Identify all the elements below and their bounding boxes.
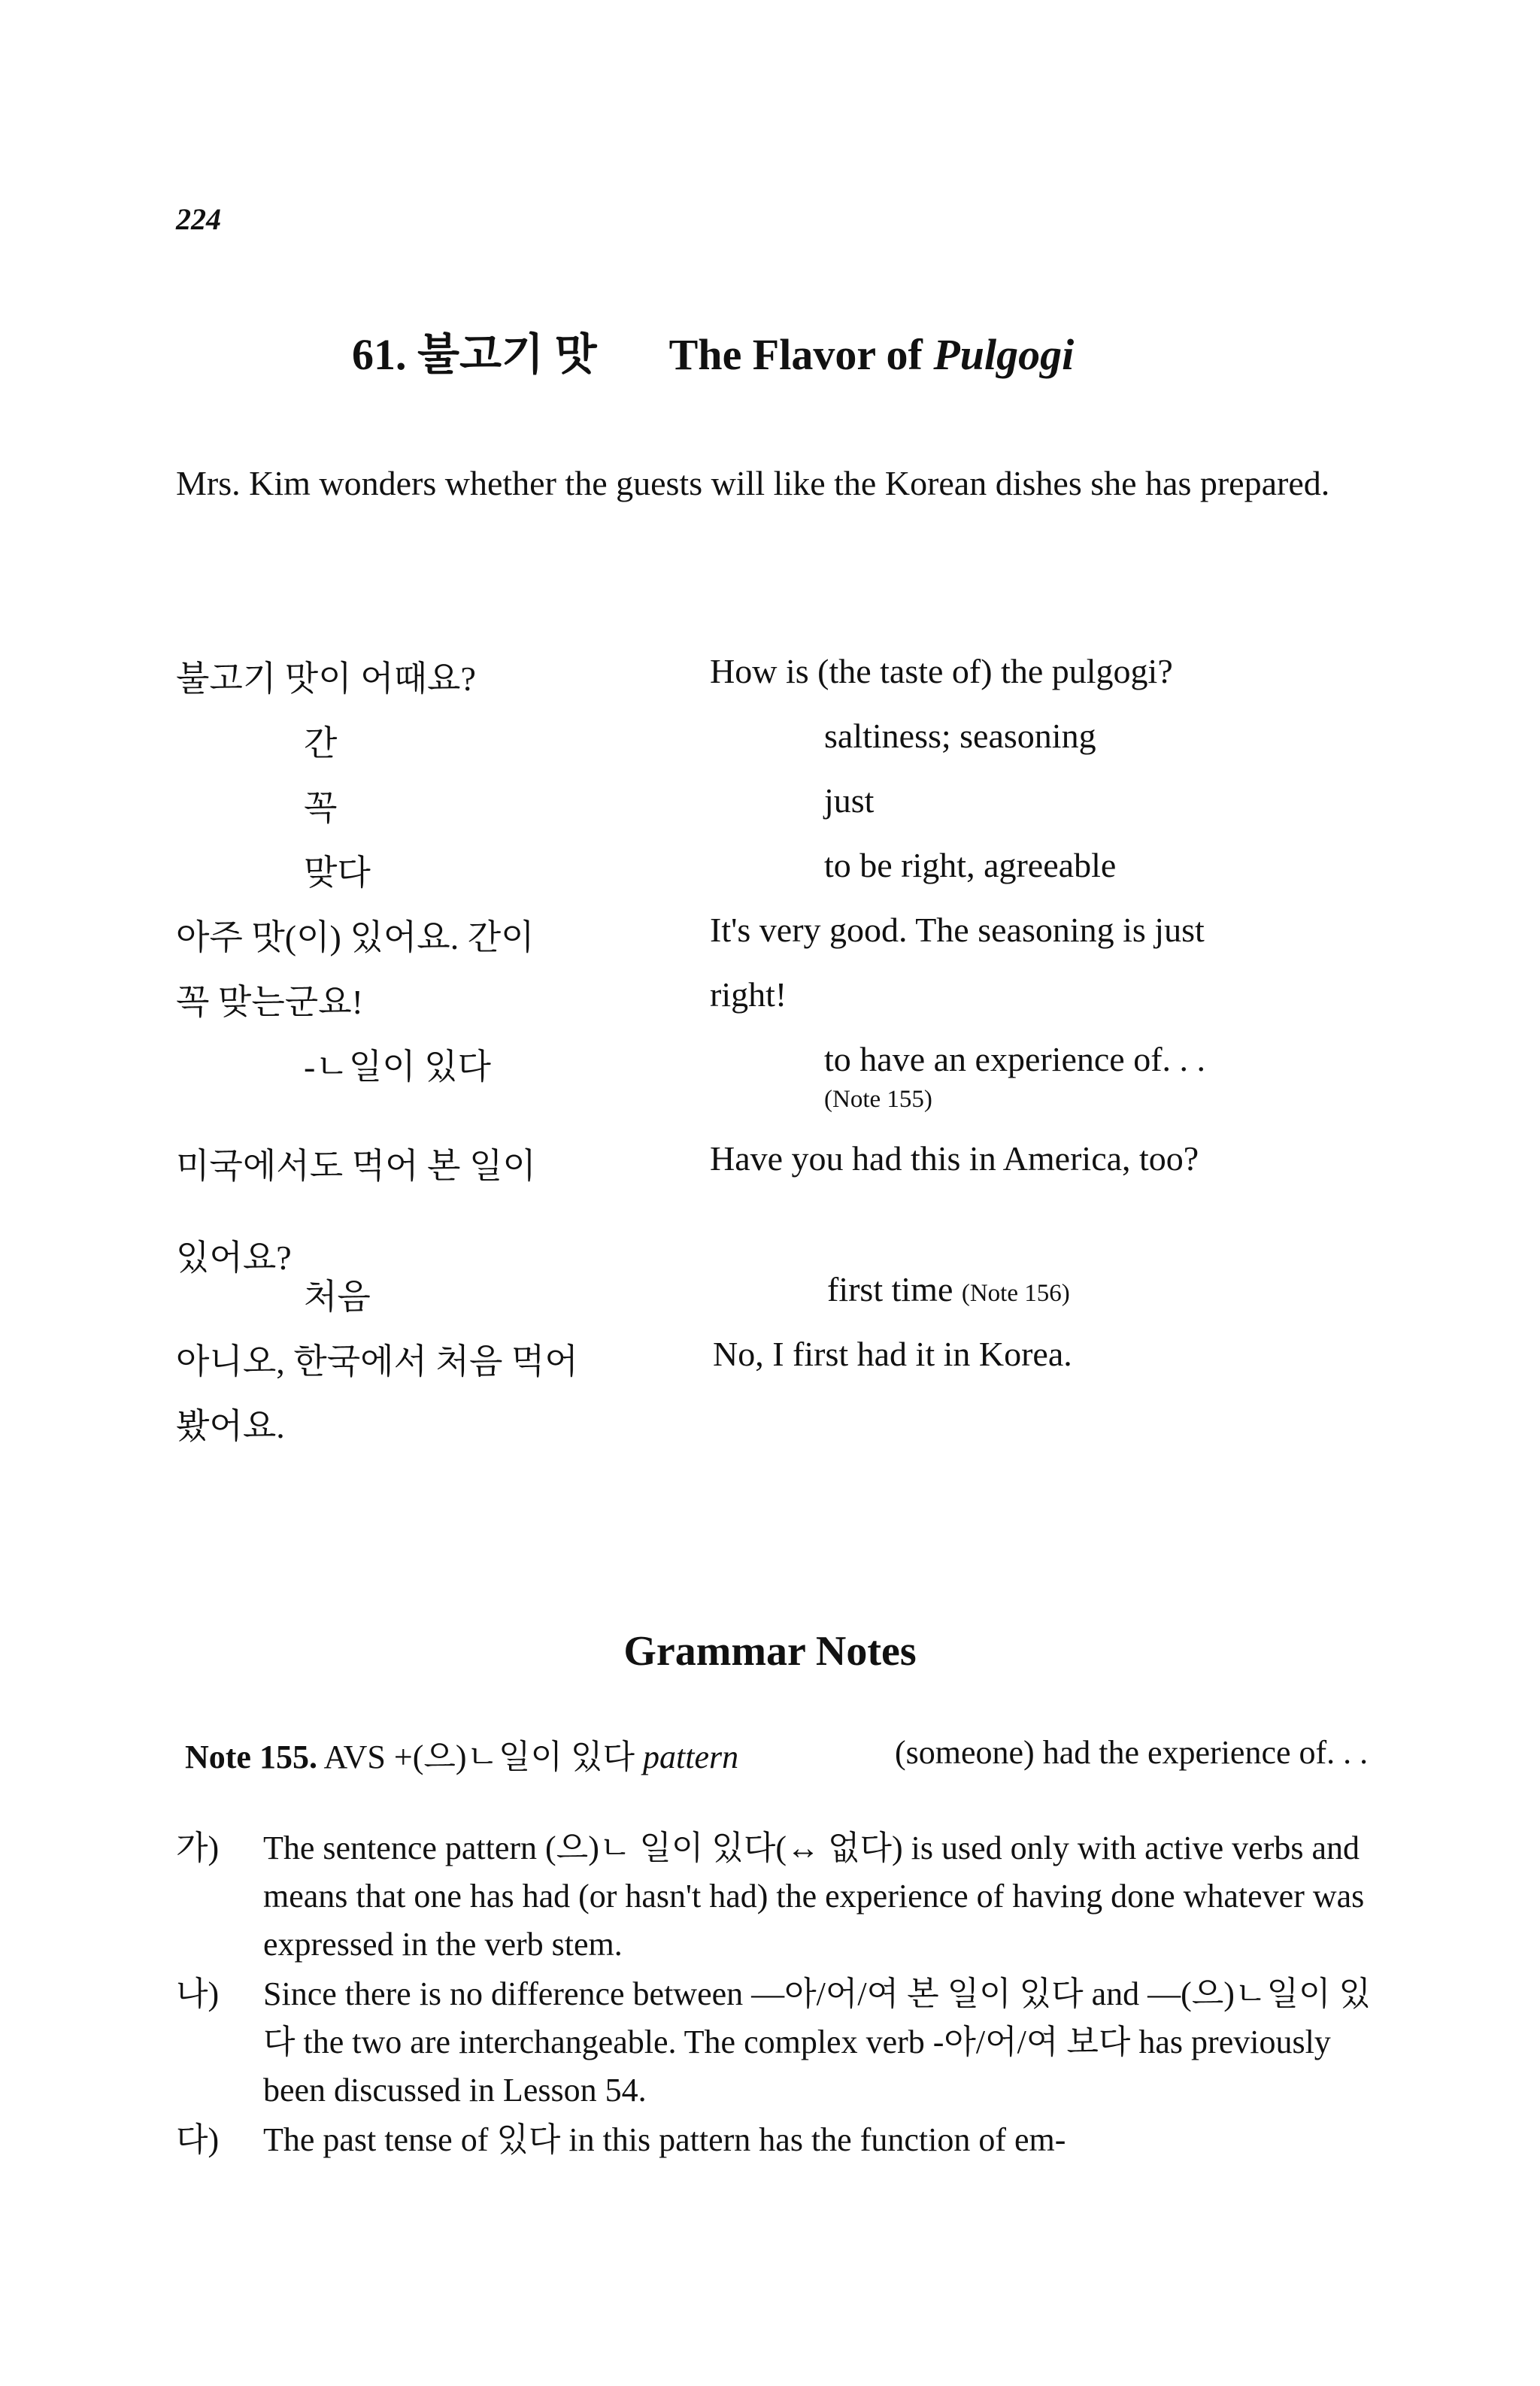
grammar-notes-heading: Grammar Notes	[623, 1628, 917, 1675]
dialogue-en-9: Have you had this in America, too?	[710, 1139, 1199, 1178]
dialogue-ko-2: 간	[304, 724, 338, 762]
lesson-title-italic: Pulgogi	[933, 330, 1075, 379]
dialogue-ko-12: 아니오, 한국에서 처음 먹어	[176, 1342, 578, 1381]
dialogue-en-11-text: first time	[827, 1270, 953, 1308]
dialogue-ko-11: 처음	[304, 1278, 371, 1316]
dialogue-ko-13: 봤어요.	[176, 1407, 285, 1445]
dialogue-en-6: right!	[710, 975, 787, 1014]
dialogue-en-7: to have an experience of. . .	[824, 1040, 1206, 1078]
paragraph-text: The past tense of 있다 in this pattern has the function of em-	[263, 2121, 1066, 2158]
note-155-pattern: AVS +(으)ㄴ일이 있다	[323, 1739, 635, 1775]
grammar-paragraph-1	[176, 1824, 1372, 1969]
dialogue-ko-6: 꼭 맞는군요!	[176, 983, 363, 1021]
dialogue-en-12: No, I first had it in Korea.	[713, 1335, 1072, 1373]
dialogue-en-1: How is (the taste of) the pulgogi?	[710, 652, 1173, 690]
paragraph-marker: 가)	[176, 1830, 220, 1866]
dialogue-en-4: to be right, agreeable	[824, 846, 1117, 884]
note-155-label: Note 155.	[185, 1739, 317, 1775]
dialogue-en-2: saltiness; seasoning	[824, 717, 1096, 755]
note-155-heading	[185, 1730, 738, 1778]
lesson-title-korean: 61. 불고기 맛	[352, 330, 597, 379]
note-155-gloss: (someone) had the experience of. . .	[895, 1734, 1369, 1771]
dialogue-ko-5: 아주 맛(이) 있어요. 간이	[176, 918, 535, 957]
page-number: 224	[176, 202, 221, 236]
dialogue-ko-7: -ㄴ일이 있다	[304, 1047, 491, 1086]
lesson-title	[352, 319, 1074, 382]
dialogue-en-note-156: (Note 156)	[961, 1280, 1070, 1307]
paragraph-marker: 다)	[176, 2121, 220, 2158]
dialogue-en-5: It's very good. The seasoning is just	[710, 911, 1205, 949]
lesson-title-english-text: The Flavor of	[668, 330, 934, 379]
dialogue-en-11	[827, 1269, 1070, 1309]
grammar-paragraph-3	[176, 2116, 1372, 2164]
paragraph-marker: 나)	[176, 1975, 220, 2012]
lesson-title-english	[669, 330, 1075, 379]
dialogue-ko-10: 있어요?	[176, 1238, 292, 1277]
intro-paragraph: Mrs. Kim wonders whether the guests will like the Korean dishes she has prepared.	[176, 464, 1330, 502]
dialogue-en-note-155: (Note 155)	[824, 1086, 932, 1113]
dialogue-ko-1: 불고기 맛이 어때요?	[176, 659, 476, 698]
paragraph-text: Since there is no difference between —아/어/여 본 일이 있다 and —(으)ㄴ일이 있다 the two are interchangeable. The complex verb -아/어/여 보다 has previously been discussed in Lesson 54.	[263, 1975, 1371, 2109]
dialogue-ko-4: 맞다	[304, 853, 371, 892]
grammar-paragraph-2	[176, 1970, 1372, 2115]
note-155-pattern-word: pattern	[643, 1739, 739, 1775]
dialogue-ko-3: 꼭	[304, 789, 338, 827]
paragraph-text: The sentence pattern (으)ㄴ 일이 있다(↔ 없다) is used only with active verbs and means that one has had (or hasn't had) the experience of having done whatever was expressed in the verb stem.	[263, 1830, 1365, 1963]
dialogue-ko-9: 미국에서도 먹어 본 일이	[176, 1147, 536, 1185]
dialogue-en-3: just	[824, 781, 875, 820]
